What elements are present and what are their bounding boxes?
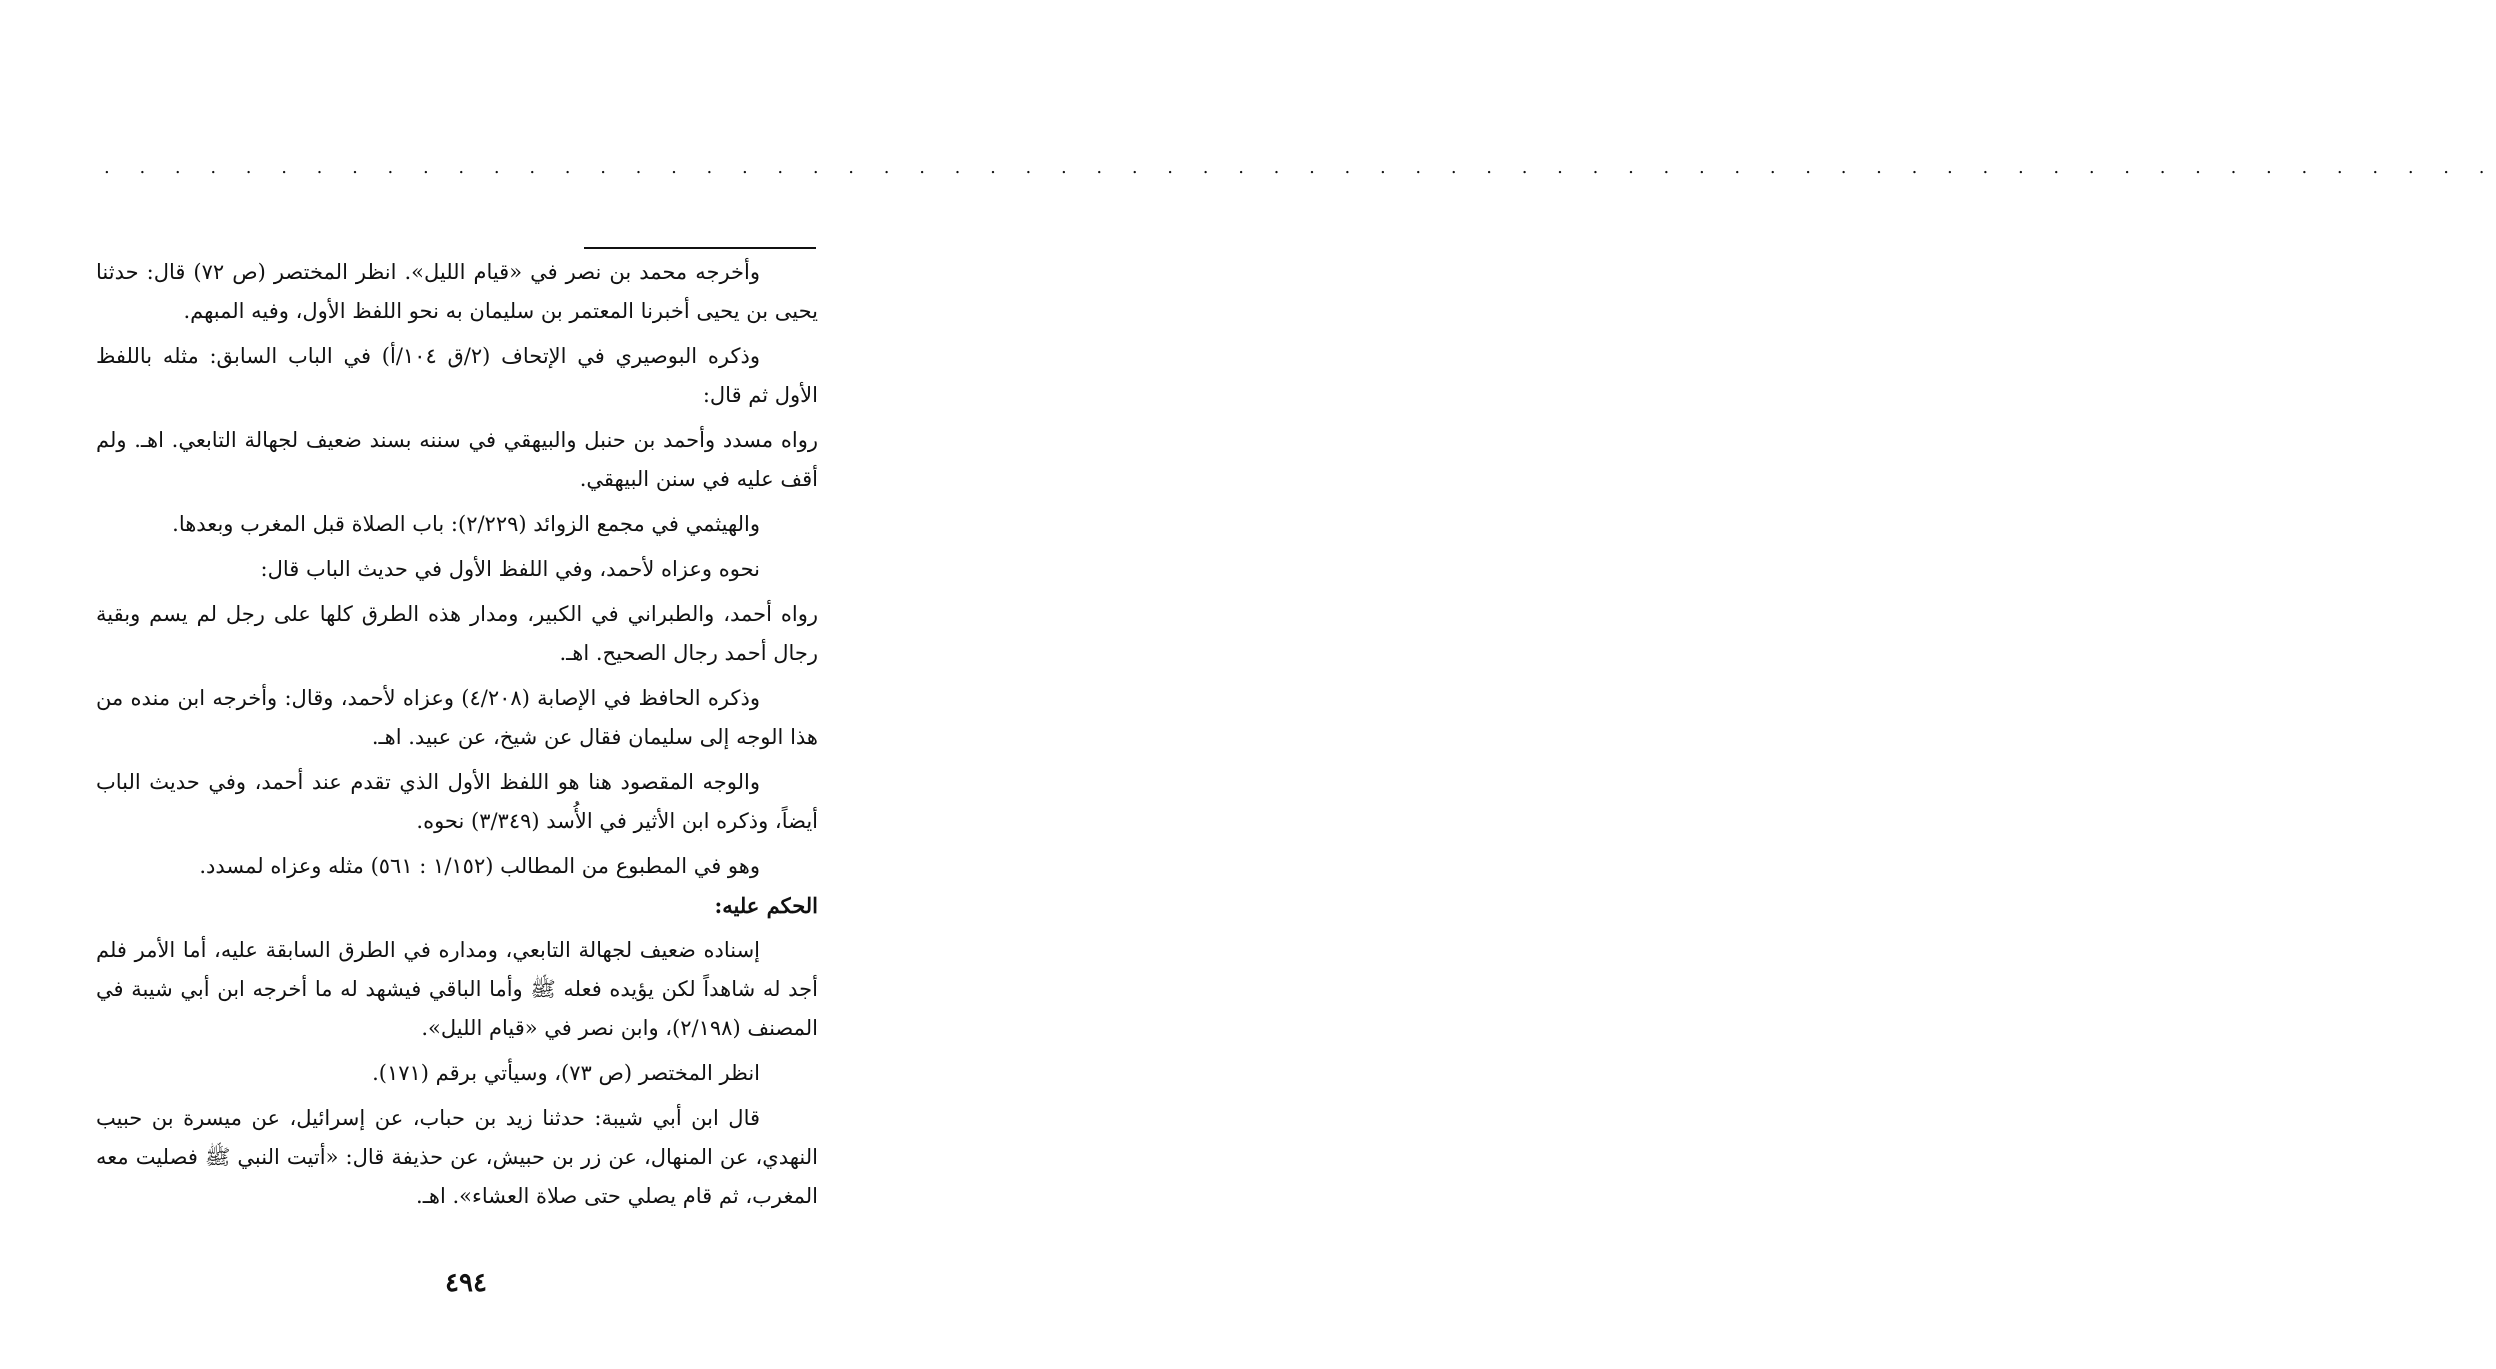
paragraph-2: وذكره البوصيري في الإتحاف (٢/ق ١٠٤/أ) في الباب السابق: مثله باللفظ الأول ثم قال: — [96, 344, 818, 407]
paragraph-6-quote: رواه أحمد، والطبراني في الكبير، ومدار هذه الطرق كلها على رجل لم يسم وبقية رجال أحمد رجال الصحيح. اهـ. — [96, 602, 818, 665]
ruling-heading: الحكم عليه: — [714, 893, 818, 918]
page-number: ٤٩٤ — [445, 1268, 487, 1298]
section-separator-dots: . . . . . . . . . . . . . . . . . . . . . . . . . . . . . . . . . . . . . . . . . . . . . . . . . . . . . . . . . . . . . . . . . . . . — [104, 157, 2496, 178]
footnote-rule — [584, 247, 816, 249]
paragraph-4: والهيثمي في مجمع الزوائد (٢/٢٢٩): باب الصلاة قبل المغرب وبعدها. — [172, 512, 760, 536]
paragraph-9: وهو في المطبوع من المطالب (١/١٥٢ : ٥٦١) مثله وعزاه لمسدد. — [199, 854, 760, 878]
paragraph-8: والوجه المقصود هنا هو اللفظ الأول الذي تقدم عند أحمد، وفي حديث الباب أيضاً، وذكره ابن الأثير في الأُسد (٣/٣٤٩) نحوه. — [96, 770, 818, 833]
paragraph-11: انظر المختصر (ص ٧٣)، وسيأتي برقم (١٧١). — [372, 1061, 760, 1085]
paragraph-7: وذكره الحافظ في الإصابة (٤/٢٠٨) وعزاه لأحمد، وقال: وأخرجه ابن منده من هذا الوجه إلى سليمان فقال عن شيخ، عن عبيد. اهـ. — [96, 686, 818, 749]
paragraph-5: نحوه وعزاه لأحمد، وفي اللفظ الأول في حديث الباب قال: — [260, 557, 760, 581]
paragraph-3-quote: رواه مسدد وأحمد بن حنبل والبيهقي في سننه بسند ضعيف لجهالة التابعي. اهـ. ولم أقف عليه في سنن البيهقي. — [96, 428, 818, 491]
paragraph-10: إسناده ضعيف لجهالة التابعي، ومداره في الطرق السابقة عليه، أما الأمر فلم أجد له شاهداً لكن يؤيده فعله ﷺ وأما الباقي فيشهد له ما أخرجه ابن أبي شيبة في المصنف (٢/١٩٨)، وابن نصر في «قيام الليل». — [96, 938, 818, 1040]
footnote-body — [96, 253, 818, 1216]
paragraph-1: وأخرجه محمد بن نصر في «قيام الليل». انظر المختصر (ص ٧٢) قال: حدثنا يحيى بن يحيى أخبرنا المعتمر بن سليمان به نحو اللفظ الأول، وفيه المبهم. — [96, 260, 818, 323]
paragraph-12: قال ابن أبي شيبة: حدثنا زيد بن حباب، عن إسرائيل، عن ميسرة بن حبيب النهدي، عن المنهال، عن زر بن حبيش، عن حذيفة قال: «أتيت النبي ﷺ فصليت معه المغرب، ثم قام يصلي حتى صلاة العشاء». اهـ. — [96, 1106, 818, 1208]
